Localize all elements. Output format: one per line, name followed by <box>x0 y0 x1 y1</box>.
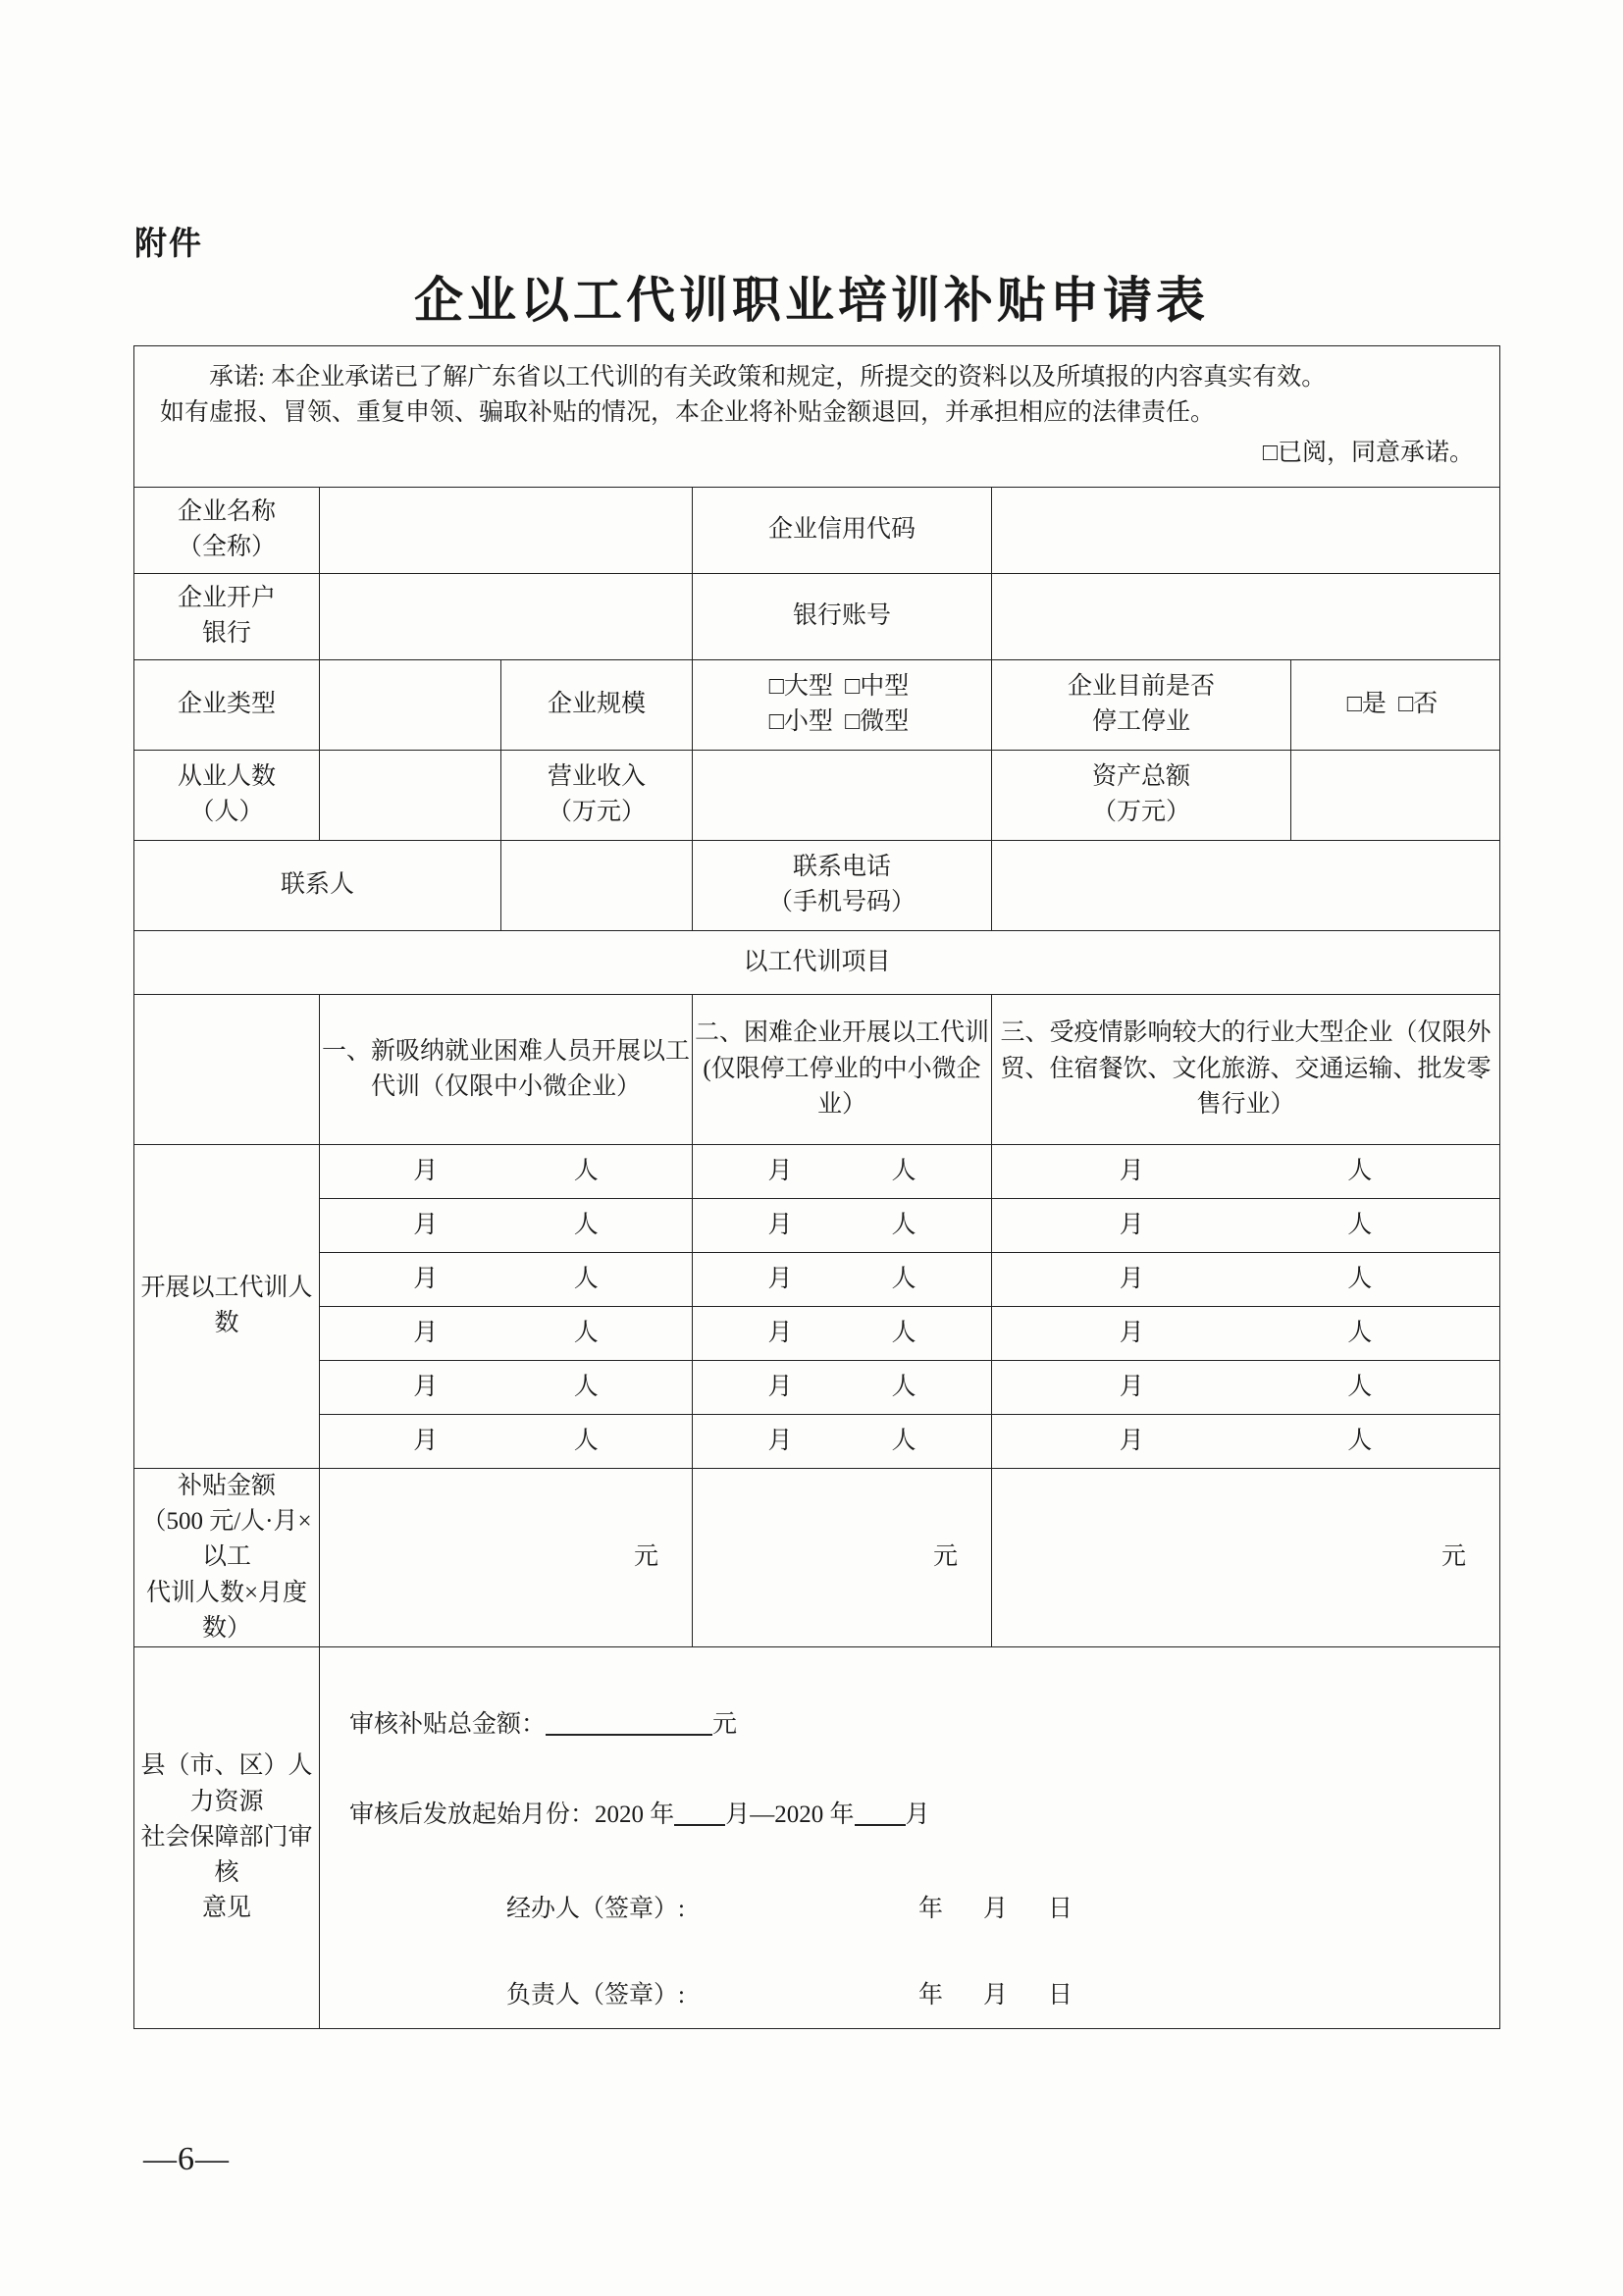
promise-cell <box>134 346 1500 488</box>
label-review-line1: 县（市、区）人力资源 <box>140 1752 313 1815</box>
label-employees-line2: （人） <box>189 799 264 826</box>
input-revenue[interactable] <box>693 750 992 840</box>
contact-row <box>134 840 1500 930</box>
trainee-cell-cat1-row1[interactable] <box>320 1144 693 1198</box>
label-bank-line1: 企业开户 <box>177 585 276 611</box>
application-form-table <box>133 345 1500 2029</box>
review-month-end-input[interactable] <box>855 1800 906 1826</box>
trainee-cell-cat3-row3[interactable] <box>992 1252 1500 1306</box>
date-month: 月 <box>983 1982 1009 2009</box>
trainee-cell-cat2-row2[interactable] <box>693 1198 992 1252</box>
category-header-spacer <box>134 994 320 1144</box>
unit-person: 人 <box>891 1265 916 1292</box>
label-company-name-line2: （全称） <box>177 534 276 561</box>
input-bank-account[interactable] <box>992 573 1500 659</box>
category-header-1: 一、新吸纳就业困难人员开展以工代训（仅限中小微企业） <box>320 994 693 1144</box>
promise-line-1: 承诺: 本企业承诺已了解广东省以工代训的有关政策和规定，所提交的资料以及所填报的内容真实有效。 <box>209 364 1327 391</box>
trainee-cell-cat3-row5[interactable] <box>992 1360 1500 1414</box>
trainee-cell-cat2-row3[interactable] <box>693 1252 992 1306</box>
label-company-type: 企业类型 <box>134 659 320 750</box>
label-revenue-line1: 营业收入 <box>547 763 646 790</box>
unit-month: 月 <box>767 1373 793 1400</box>
label-employees <box>134 750 320 840</box>
unit-month: 月 <box>413 1373 439 1400</box>
input-assets[interactable] <box>1291 750 1500 840</box>
project-section-header-row <box>134 930 1500 994</box>
label-contact-phone-line2: （手机号码） <box>767 889 916 916</box>
shutdown-options-group <box>1291 659 1500 750</box>
promise-line-2: 如有虚报、冒领、重复申领、骗取补贴的情况，本企业将补贴金额退回，并承担相应的法律责任。 <box>160 399 1216 427</box>
label-bank-account: 银行账号 <box>693 573 992 659</box>
review-year-end: 2020 年 <box>774 1800 855 1828</box>
review-month-word: 月 <box>725 1800 751 1828</box>
unit-month: 月 <box>767 1265 793 1292</box>
trainee-cell-cat3-row4[interactable] <box>992 1306 1500 1360</box>
label-shutdown-question <box>992 659 1291 750</box>
label-revenue <box>501 750 693 840</box>
review-dash: — <box>750 1800 775 1828</box>
unit-month: 月 <box>767 1427 793 1454</box>
unit-yuan: 元 <box>633 1543 658 1571</box>
label-review-department <box>134 1647 320 2029</box>
unit-month: 月 <box>413 1265 439 1292</box>
company-type-row <box>134 659 1500 750</box>
principal-date[interactable] <box>918 1978 1113 2013</box>
bank-row <box>134 573 1500 659</box>
review-total-amount-label: 审核补贴总金额： <box>349 1710 547 1738</box>
review-month-start-input[interactable] <box>674 1800 725 1826</box>
unit-person: 人 <box>1347 1373 1373 1400</box>
unit-person: 人 <box>1347 1319 1373 1346</box>
unit-month: 月 <box>413 1157 439 1184</box>
label-assets-line1: 资产总额 <box>1091 763 1190 790</box>
label-review-line3: 意见 <box>201 1895 251 1922</box>
unit-month: 月 <box>1119 1157 1144 1184</box>
checkbox-scale-micro[interactable]: □微型 <box>845 708 910 736</box>
checkbox-scale-small[interactable]: □小型 <box>768 708 833 736</box>
label-subsidy-line3: 代训人数×月度数） <box>145 1579 308 1642</box>
unit-yuan: 元 <box>1441 1543 1467 1571</box>
project-section-header: 以工代训项目 <box>134 930 1500 994</box>
review-total-amount-line <box>349 1707 1499 1743</box>
label-trainee-count: 开展以工代训人数 <box>134 1144 320 1468</box>
unit-person: 人 <box>573 1319 599 1346</box>
date-year: 年 <box>918 1896 944 1922</box>
scale-options-line2 <box>693 704 991 740</box>
review-body <box>320 1647 1500 2029</box>
trainee-cell-cat2-row1[interactable] <box>693 1144 992 1198</box>
trainee-row <box>134 1198 1500 1252</box>
input-credit-code[interactable] <box>992 487 1500 573</box>
unit-month: 月 <box>1119 1319 1144 1346</box>
unit-month: 月 <box>767 1319 793 1346</box>
promise-row <box>134 346 1500 488</box>
trainee-cell-cat1-row5[interactable] <box>320 1360 693 1414</box>
handler-signature-label[interactable]: 经办人（签章）: <box>506 1896 685 1922</box>
review-start-month-line <box>349 1798 1499 1833</box>
unit-month: 月 <box>1119 1427 1144 1454</box>
unit-month: 月 <box>413 1319 439 1346</box>
trainee-row <box>134 1360 1500 1414</box>
label-contact-phone <box>693 840 992 930</box>
review-total-amount-input[interactable] <box>546 1708 712 1736</box>
unit-person: 人 <box>573 1373 599 1400</box>
checkbox-shutdown-no[interactable]: □否 <box>1398 691 1439 718</box>
unit-person: 人 <box>573 1211 599 1238</box>
attachment-label: 附件 <box>134 227 203 262</box>
trainee-cell-cat1-row6[interactable] <box>320 1414 693 1468</box>
unit-month: 月 <box>413 1427 439 1454</box>
unit-person: 人 <box>891 1373 916 1400</box>
label-assets-line2: （万元） <box>1091 799 1190 826</box>
unit-month: 月 <box>1119 1373 1144 1400</box>
scale-options-group <box>693 659 992 750</box>
employees-row <box>134 750 1500 840</box>
input-contact-phone[interactable] <box>992 840 1500 930</box>
checkbox-shutdown-yes[interactable]: □是 <box>1346 691 1387 718</box>
label-revenue-line2: （万元） <box>547 799 646 826</box>
trainee-row <box>134 1306 1500 1360</box>
unit-person: 人 <box>573 1265 599 1292</box>
label-subsidy-line2: （500 元/人·月×以工 <box>141 1508 312 1571</box>
label-bank-name <box>134 573 320 659</box>
unit-person: 人 <box>1347 1211 1373 1238</box>
category-header-row <box>134 994 1500 1144</box>
trainee-cell-cat2-row6[interactable] <box>693 1414 992 1468</box>
unit-person: 人 <box>573 1427 599 1454</box>
unit-month: 月 <box>767 1157 793 1184</box>
principal-signature-line <box>349 1978 1499 2013</box>
unit-person: 人 <box>1347 1427 1373 1454</box>
trainee-cell-cat1-row2[interactable] <box>320 1198 693 1252</box>
review-total-amount-unit: 元 <box>712 1710 738 1738</box>
unit-month: 月 <box>1119 1211 1144 1238</box>
subsidy-amount-cat2[interactable] <box>693 1468 992 1646</box>
label-review-line2: 社会保障部门审核 <box>140 1823 313 1887</box>
label-employees-line1: 从业人数 <box>177 763 276 790</box>
unit-month: 月 <box>767 1211 793 1238</box>
page-number: —6— <box>143 2141 230 2177</box>
company-name-row <box>134 487 1500 573</box>
input-company-name[interactable] <box>320 487 693 573</box>
input-company-type[interactable] <box>320 659 501 750</box>
subsidy-amount-row <box>134 1468 1500 1646</box>
page-title: 企业以工代训职业培训补贴申请表 <box>414 273 1209 328</box>
handler-signature-line <box>349 1892 1499 1927</box>
category-header-2: 二、困难企业开展以工代训(仅限停工停业的中小微企业） <box>693 994 992 1144</box>
unit-month: 月 <box>413 1211 439 1238</box>
unit-person: 人 <box>891 1427 916 1454</box>
label-company-name-line1: 企业名称 <box>177 498 276 525</box>
unit-person: 人 <box>1347 1157 1373 1184</box>
category-header-3: 三、受疫情影响较大的行业大型企业（仅限外贸、住宿餐饮、文化旅游、交通运输、批发零售行业） <box>992 994 1500 1144</box>
subsidy-amount-cat3[interactable] <box>992 1468 1500 1646</box>
trainee-cell-cat3-row6[interactable] <box>992 1414 1500 1468</box>
review-year-start: 2020 年 <box>595 1800 675 1828</box>
trainee-cell-cat3-row2[interactable] <box>992 1198 1500 1252</box>
trainee-cell-cat1-row3[interactable] <box>320 1252 693 1306</box>
input-employees[interactable] <box>320 750 501 840</box>
unit-person: 人 <box>573 1157 599 1184</box>
promise-checkbox[interactable]: □ <box>1262 439 1279 466</box>
label-company-scale: 企业规模 <box>501 659 693 750</box>
trainee-cell-cat2-row5[interactable] <box>693 1360 992 1414</box>
handler-date[interactable] <box>918 1892 1113 1927</box>
subsidy-amount-cat1[interactable] <box>320 1468 693 1646</box>
label-assets <box>992 750 1291 840</box>
unit-month: 月 <box>1119 1265 1144 1292</box>
promise-agree-line <box>160 436 1474 471</box>
review-month-word-end: 月 <box>905 1800 930 1828</box>
unit-yuan: 元 <box>932 1543 958 1571</box>
trainee-row <box>134 1414 1500 1468</box>
review-section-row <box>134 1647 1500 2029</box>
label-contact-phone-line1: 联系电话 <box>792 854 891 880</box>
label-subsidy-line1: 补贴金额 <box>177 1472 276 1499</box>
application-form-container <box>133 345 1499 2029</box>
label-shutdown-line1: 企业目前是否 <box>1067 673 1215 700</box>
unit-person: 人 <box>891 1319 916 1346</box>
label-company-name <box>134 487 320 573</box>
unit-person: 人 <box>1347 1265 1373 1292</box>
checkbox-scale-large[interactable]: □大型 <box>768 673 833 700</box>
promise-agree-text: 已阅，同意承诺。 <box>1278 439 1475 466</box>
trainee-cell-cat3-row1[interactable] <box>992 1144 1500 1198</box>
label-bank-line2: 银行 <box>201 620 251 648</box>
trainee-row <box>134 1252 1500 1306</box>
trainee-cell-cat2-row4[interactable] <box>693 1306 992 1360</box>
label-shutdown-line2: 停工停业 <box>1091 708 1190 736</box>
date-day: 日 <box>1048 1982 1073 2009</box>
label-contact-person: 联系人 <box>134 840 501 930</box>
label-credit-code: 企业信用代码 <box>693 487 992 573</box>
scale-options-line1 <box>693 669 991 704</box>
date-day: 日 <box>1048 1896 1073 1922</box>
unit-person: 人 <box>891 1157 916 1184</box>
input-bank-name[interactable] <box>320 573 693 659</box>
principal-signature-label[interactable]: 负责人（签章）: <box>506 1982 685 2009</box>
input-contact-person[interactable] <box>501 840 693 930</box>
trainee-row <box>134 1144 1500 1198</box>
date-year: 年 <box>918 1982 944 2009</box>
date-month: 月 <box>983 1896 1009 1922</box>
label-subsidy-amount <box>134 1468 320 1646</box>
review-start-month-label: 审核后发放起始月份： <box>349 1800 596 1828</box>
checkbox-scale-medium[interactable]: □中型 <box>845 673 910 700</box>
unit-person: 人 <box>891 1211 916 1238</box>
trainee-cell-cat1-row4[interactable] <box>320 1306 693 1360</box>
